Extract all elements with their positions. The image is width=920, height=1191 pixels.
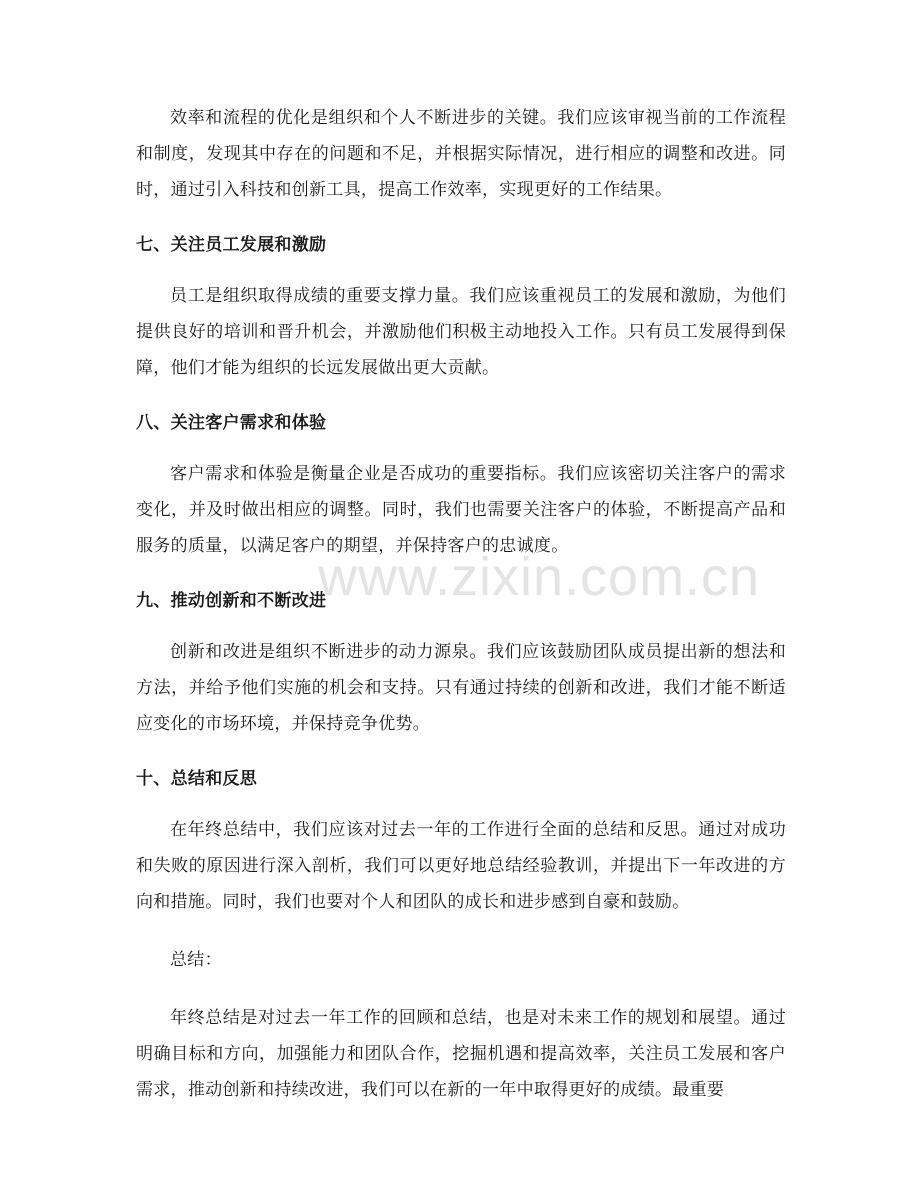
paragraph-customer-needs: 客户需求和体验是衡量企业是否成功的重要指标。我们应该密切关注客户的需求变化，并及时做出相应的调整。同时，我们也需要关注客户的体验，不断提高产品和服务的质量，以满足客户的期望，并保持客户的忠诚度。 — [136, 464, 786, 556]
paragraph-summary: 年终总结是对过去一年工作的回顾和总结，也是对未来工作的规划和展望。通过明确目标和方向，加强能力和团队合作，挖掘机遇和提高效率，关注员工发展和客户需求，推动创新和持续改进，我们可以在新的一年中取得更好的成绩。最重要 — [136, 1008, 786, 1100]
section-heading-10: 十、总结和反思 — [136, 769, 258, 789]
watermark-text: www.zixin.com.cn — [318, 547, 761, 607]
paragraph-employee-development: 员工是组织取得成绩的重要支撑力量。我们应该重视员工的发展和激励，为他们提供良好的培训和晋升机会，并激励他们积极主动地投入工作。只有员工发展得到保障，他们才能为组织的长远发展做出更大贡献。 — [136, 286, 786, 378]
section-heading-7: 七、关注员工发展和激励 — [136, 235, 327, 255]
paragraph-efficiency: 效率和流程的优化是组织和个人不断进步的关键。我们应该审视当前的工作流程和制度，发现其中存在的问题和不足，并根据实际情况，进行相应的调整和改进。同时，通过引入科技和创新工具，提高工作效率，实现更好的工作结果。 — [136, 108, 786, 200]
paragraph-innovation: 创新和改进是组织不断进步的动力源泉。我们应该鼓励团队成员提出新的想法和方法，并给予他们实施的机会和支持。只有通过持续的创新和改进，我们才能不断适应变化的市场环境，并保持竞争优势。 — [136, 642, 786, 734]
paragraph-review-reflection: 在年终总结中，我们应该对过去一年的工作进行全面的总结和反思。通过对成功和失败的原因进行深入剖析，我们可以更好地总结经验教训，并提出下一年改进的方向和措施。同时，我们也要对个人和团队的成长和进步感到自豪和鼓励。 — [136, 820, 786, 912]
document-body — [136, 100, 786, 1108]
section-heading-8: 八、关注客户需求和体验 — [136, 413, 327, 433]
section-heading-9: 九、推动创新和不断改进 — [136, 591, 327, 611]
summary-label: 总结： — [170, 950, 222, 970]
